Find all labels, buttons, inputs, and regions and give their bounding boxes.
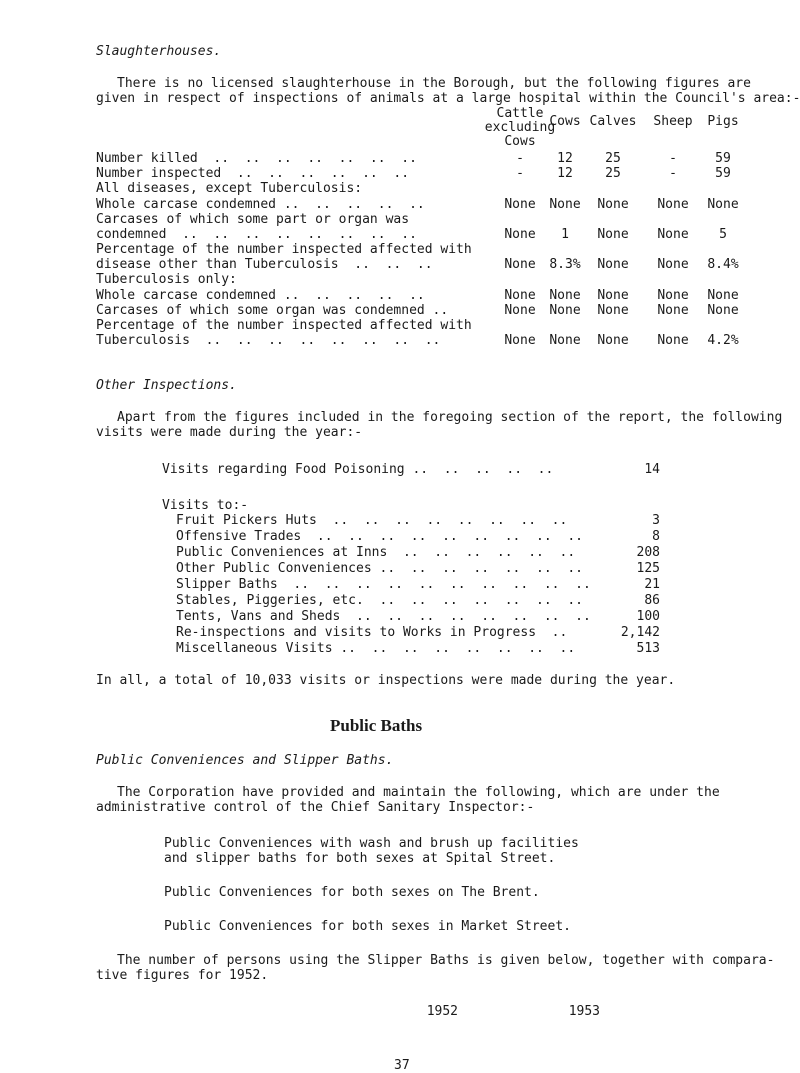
- cell: None: [657, 227, 689, 242]
- list-item-value: 2,142: [620, 625, 660, 640]
- row-label: Carcases of which some part or organ was: [96, 212, 410, 227]
- total-sentence: In all, a total of 10,033 visits or inspections were made during the year.: [96, 673, 676, 688]
- conveniences-title: Public Conveniences and Slipper Baths.: [96, 753, 394, 768]
- cell: 25: [605, 166, 621, 181]
- list-item-value: 208: [636, 545, 660, 560]
- cell: None: [657, 288, 689, 303]
- row-label: disease other than Tuberculosis .. .. ..: [96, 257, 433, 272]
- cell: None: [597, 197, 629, 212]
- cell: None: [657, 303, 689, 318]
- header-sheep: Sheep: [653, 114, 693, 129]
- cell: None: [707, 288, 739, 303]
- cell: None: [504, 227, 536, 242]
- number-line-1: The number of persons using the Slipper Baths is given below, together with compara-: [117, 953, 775, 968]
- list-item: Slipper Baths .. .. .. .. .. .. .. .. .. ..: [176, 577, 591, 592]
- list-item: Offensive Trades .. .. .. .. .. .. .. .. ..: [176, 529, 583, 544]
- cell: None: [504, 197, 536, 212]
- cell: None: [657, 333, 689, 348]
- cell: 5: [719, 227, 727, 242]
- list-item: Public Conveniences at Inns .. .. .. .. .. ..: [176, 545, 576, 560]
- convenience-2: Public Conveniences for both sexes on The Brent.: [164, 885, 540, 900]
- row-label: Tuberculosis .. .. .. .. .. .. .. ..: [96, 333, 441, 348]
- list-item: Other Public Conveniences .. .. .. .. .. .. ..: [176, 561, 583, 576]
- cell: None: [597, 333, 629, 348]
- cell: None: [549, 197, 581, 212]
- year-1953-header: 1953: [568, 1004, 600, 1019]
- food-poisoning-value: 14: [644, 462, 660, 477]
- row-label: Percentage of the number inspected affected with: [96, 242, 472, 257]
- cell: None: [504, 333, 536, 348]
- page-number: 37: [394, 1058, 410, 1073]
- cell: None: [657, 257, 689, 272]
- cell: 25: [605, 151, 621, 166]
- convenience-1-line-1: Public Conveniences with wash and brush up facilities: [164, 836, 579, 851]
- cell: 59: [715, 166, 731, 181]
- cell: -: [516, 151, 524, 166]
- list-item-value: 3: [652, 513, 660, 528]
- list-item-value: 125: [636, 561, 660, 576]
- cell: 1: [561, 227, 569, 242]
- convenience-3: Public Conveniences for both sexes in Market Street.: [164, 919, 571, 934]
- list-item: Tents, Vans and Sheds .. .. .. .. .. .. .. ..: [176, 609, 591, 624]
- cell: 4.2%: [707, 333, 739, 348]
- intro-line-2: given in respect of inspections of animals at a large hospital within the Council's area:-: [96, 91, 800, 106]
- cell: None: [657, 197, 689, 212]
- cell: None: [549, 333, 581, 348]
- cell: None: [597, 303, 629, 318]
- row-label: condemned .. .. .. .. .. .. .. ..: [96, 227, 417, 242]
- header-calves: Calves: [589, 114, 637, 129]
- cell: 12: [557, 151, 573, 166]
- intro-line-1: There is no licensed slaughterhouse in the Borough, but the following figures are: [117, 76, 751, 91]
- subheading-tb-only: Tuberculosis only:: [96, 272, 237, 287]
- convenience-1-line-2: and slipper baths for both sexes at Spital Street.: [164, 851, 556, 866]
- other-intro-1: Apart from the figures included in the foregoing section of the report, the following: [117, 410, 783, 425]
- row-label: Percentage of the number inspected affected with: [96, 318, 472, 333]
- cell: None: [504, 288, 536, 303]
- list-item: Re-inspections and visits to Works in Progress ..: [176, 625, 568, 640]
- cell: -: [516, 166, 524, 181]
- other-intro-2: visits were made during the year:-: [96, 425, 363, 440]
- header-cattle-1: Cattle: [496, 106, 544, 121]
- cell: None: [597, 257, 629, 272]
- cell: 8.4%: [707, 257, 739, 272]
- list-item-value: 8: [652, 529, 660, 544]
- header-cattle-2: excluding: [484, 120, 556, 135]
- cell: None: [597, 288, 629, 303]
- cell: None: [597, 227, 629, 242]
- cell: None: [549, 303, 581, 318]
- number-line-2: tive figures for 1952.: [96, 968, 269, 983]
- header-cows: Cows: [549, 114, 581, 129]
- row-label: Carcases of which some organ was condemned ..: [96, 303, 449, 318]
- row-label: Number inspected .. .. .. .. .. ..: [96, 166, 410, 181]
- row-label: Whole carcase condemned .. .. .. .. ..: [96, 288, 425, 303]
- list-item-value: 513: [636, 641, 660, 656]
- food-poisoning-label: Visits regarding Food Poisoning .. .. .. .. ..: [162, 462, 554, 477]
- subheading-all-diseases: All diseases, except Tuberculosis:: [96, 181, 363, 196]
- year-1952-header: 1952: [426, 1004, 458, 1019]
- cell: None: [549, 288, 581, 303]
- cell: 59: [715, 151, 731, 166]
- corporation-line-2: administrative control of the Chief Sanitary Inspector:-: [96, 800, 535, 815]
- list-item-value: 100: [636, 609, 660, 624]
- cell: None: [504, 257, 536, 272]
- cell: 12: [557, 166, 573, 181]
- list-item: Fruit Pickers Huts .. .. .. .. .. .. .. ..: [176, 513, 568, 528]
- cell: 8.3%: [549, 257, 581, 272]
- public-baths-heading: Public Baths: [330, 716, 423, 735]
- cell: None: [707, 197, 739, 212]
- row-label: Whole carcase condemned .. .. .. .. ..: [96, 197, 425, 212]
- header-cattle-3: Cows: [504, 134, 536, 149]
- cell: -: [669, 166, 677, 181]
- list-item: Miscellaneous Visits .. .. .. .. .. .. .. ..: [176, 641, 576, 656]
- list-item: Stables, Piggeries, etc. .. .. .. .. .. .. ..: [176, 593, 583, 608]
- cell: -: [669, 151, 677, 166]
- corporation-line-1: The Corporation have provided and maintain the following, which are under the: [117, 785, 720, 800]
- cell: None: [707, 303, 739, 318]
- visits-to-label: Visits to:-: [162, 498, 249, 513]
- other-inspections-title: Other Inspections.: [96, 378, 237, 393]
- row-label: Number killed .. .. .. .. .. .. ..: [96, 151, 417, 166]
- section-title: Slaughterhouses.: [96, 44, 222, 59]
- list-item-value: 21: [644, 577, 660, 592]
- list-item-value: 86: [644, 593, 660, 608]
- header-pigs: Pigs: [707, 114, 739, 129]
- cell: None: [504, 303, 536, 318]
